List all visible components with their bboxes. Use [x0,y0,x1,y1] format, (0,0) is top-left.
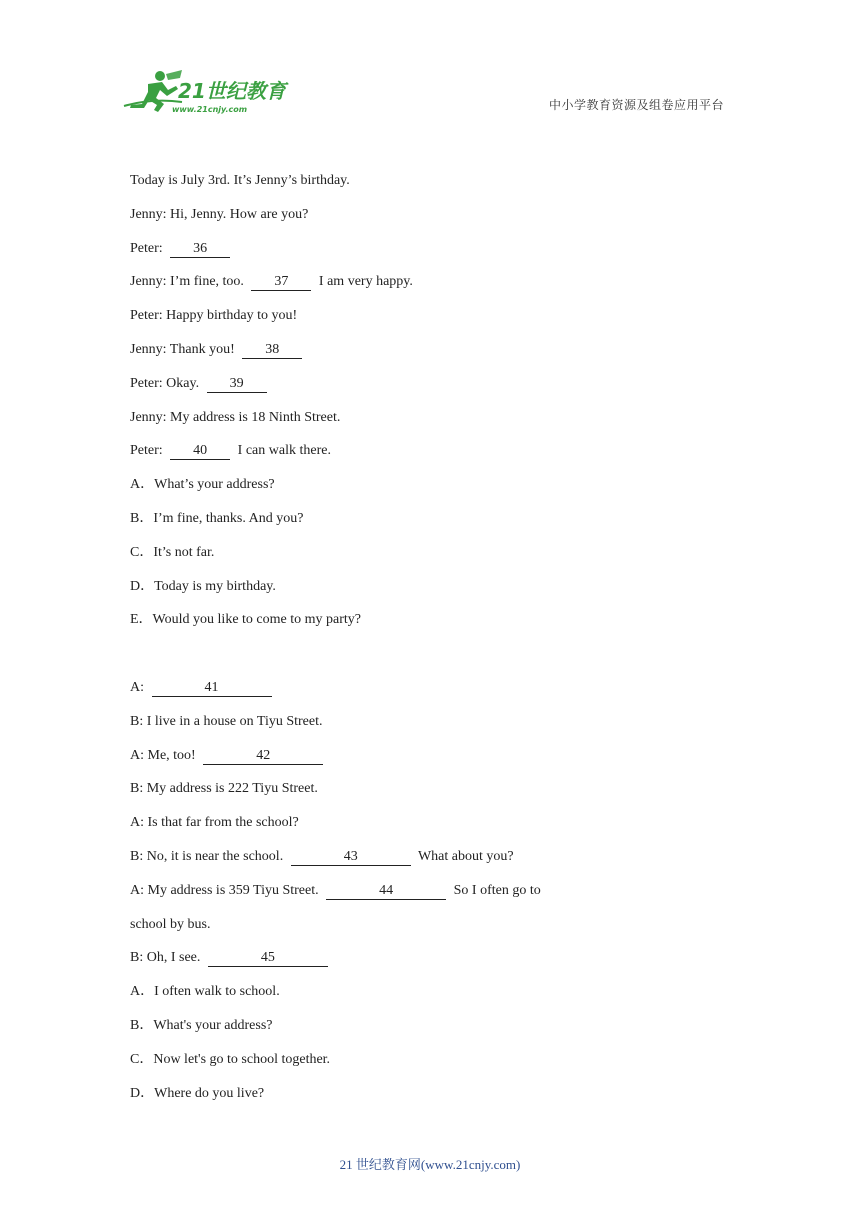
logo-url: www.21cnjy.com [172,105,248,114]
option-item: D．Today is my birthday. [130,578,276,594]
dialog-line: A: Is that far from the school? [130,815,299,831]
dialog-line: Peter: Happy birthday to you! [130,308,298,324]
option-item: B．I’m fine, thanks. And you? [130,510,304,526]
speaker-text: Peter: [130,240,163,256]
page-header [0,0,860,130]
blank-38[interactable]: 38 [242,342,302,359]
dialog-line [130,745,730,779]
logo-text: 21世纪教育 [178,79,286,103]
dialog-line [130,238,730,272]
dialog-line [130,339,730,373]
dialog-text: Jenny: Thank you! [130,341,235,357]
logo-21cnjy [122,68,292,116]
dialog-line [130,947,730,981]
dialog-text: A: My address is 359 Tiyu Street. [130,882,319,898]
blank-43[interactable]: 43 [291,849,411,866]
dialog-text: So I often go to [453,882,541,898]
blank-44[interactable]: 44 [326,883,446,900]
section-spacer [130,643,730,677]
dialog-text: I am very happy. [318,274,413,290]
dialog-text: Peter: Okay. [130,375,200,391]
platform-title: 中小学教育资源及组卷应用平台 [549,98,725,112]
dialog-text: What about you? [417,848,514,864]
option-item: B．What's your address? [130,1017,273,1033]
blank-40[interactable]: 40 [170,443,230,460]
dialog-line: B: I live in a house on Tiyu Street. [130,713,323,729]
dialog-text: B: Oh, I see. [130,950,201,966]
dialog-line [130,373,730,407]
dialog-text: A: Me, too! [130,747,196,763]
blank-36[interactable]: 36 [170,241,230,258]
dialog-line [130,846,730,880]
blank-45[interactable]: 45 [208,950,328,967]
blank-42[interactable]: 42 [203,748,323,765]
option-item: E．Would you like to come to my party? [130,612,361,628]
dialog-text: I can walk there. [237,443,331,459]
exercise-content [130,170,730,1116]
dialog-line: Jenny: Hi, Jenny. How are you? [130,206,309,222]
dialog-line [130,880,730,914]
option-item: A．I often walk to school. [130,984,280,1000]
blank-39[interactable]: 39 [207,376,267,393]
dialog-line [130,677,730,711]
dialog-text: Peter: [130,443,163,459]
option-item: D．Where do you live? [130,1085,265,1101]
blank-37[interactable]: 37 [251,274,311,291]
dialog-line: B: My address is 222 Tiyu Street. [130,781,318,797]
speaker-text: A: [130,679,144,695]
option-item: C．It’s not far. [130,544,215,560]
page-footer: 21 世纪教育网(www.21cnjy.com) [339,1157,521,1172]
dialog-line [130,440,730,474]
option-item: A．What’s your address? [130,477,275,493]
dialog-line [130,271,730,305]
dialog-text: B: No, it is near the school. [130,848,284,864]
dialog-line: Jenny: My address is 18 Ninth Street. [130,409,341,425]
dialog-text: Jenny: I’m fine, too. [130,274,244,290]
dialog-line: school by bus. [130,916,211,932]
blank-41[interactable]: 41 [152,680,272,697]
option-item: C．Now let's go to school together. [130,1051,331,1067]
intro-line: Today is July 3rd. It’s Jenny’s birthday. [130,173,350,188]
